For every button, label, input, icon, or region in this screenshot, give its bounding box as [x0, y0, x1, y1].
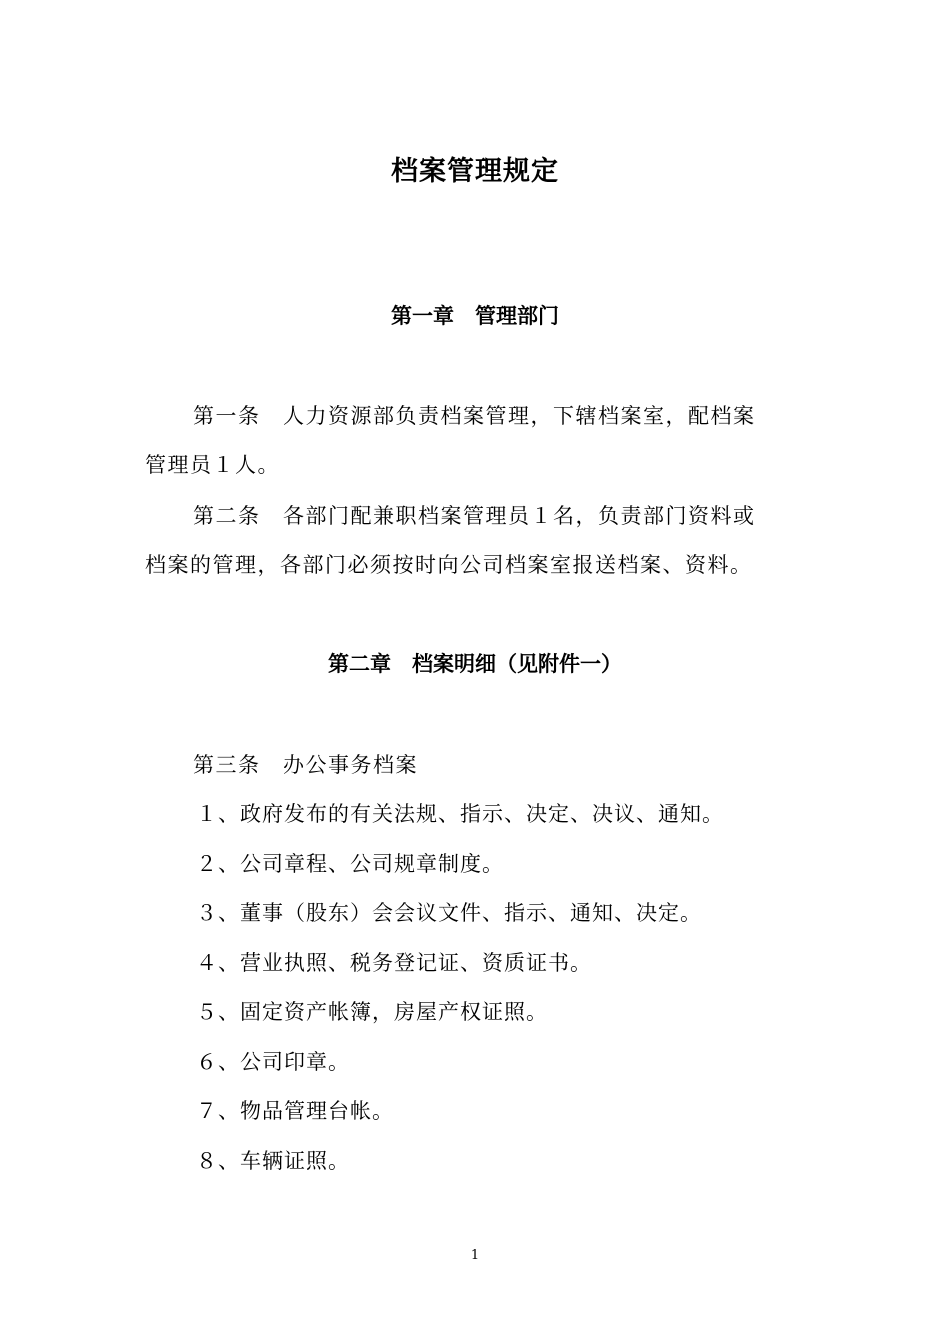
- list-item: ２、公司章程、公司规章制度。: [196, 851, 504, 876]
- list-item: ３、董事（股东）会会议文件、指示、通知、决定。: [196, 901, 702, 925]
- list-item: １、政府发布的有关法规、指示、决定、决议、通知。: [196, 802, 724, 826]
- list-item: ７、物品管理台帐。: [196, 1099, 394, 1123]
- page-number: 1: [470, 1248, 480, 1263]
- list-item: ６、公司印章。: [196, 1049, 350, 1074]
- chapter-1-heading: 第一章 管理部门: [391, 304, 559, 328]
- article-1-line-2: 管理员１人。: [145, 453, 280, 477]
- document-title: 档案管理规定: [391, 156, 559, 187]
- list-item: ８、车辆证照。: [196, 1148, 350, 1173]
- article-2-line-2: 档案的管理，各部门必须按时向公司档案室报送档案、资料。: [145, 553, 753, 577]
- chapter-2-heading: 第二章 档案明细（见附件一）: [328, 652, 622, 676]
- article-1-line-1: 第一条 人力资源部负责档案管理，下辖档案室，配档案: [193, 404, 756, 428]
- article-3: 第三条 办公事务档案: [193, 753, 418, 777]
- list-item: ４、营业执照、税务登记证、资质证书。: [196, 950, 592, 975]
- article-2: [145, 492, 810, 590]
- article-2-line-1: 第二条 各部门配兼职档案管理员１名，负责部门资料或: [193, 504, 756, 528]
- article-1: [145, 392, 810, 490]
- archive-item-list: [196, 790, 724, 1186]
- list-item: ５、固定资产帐簿，房屋产权证照。: [196, 1000, 548, 1024]
